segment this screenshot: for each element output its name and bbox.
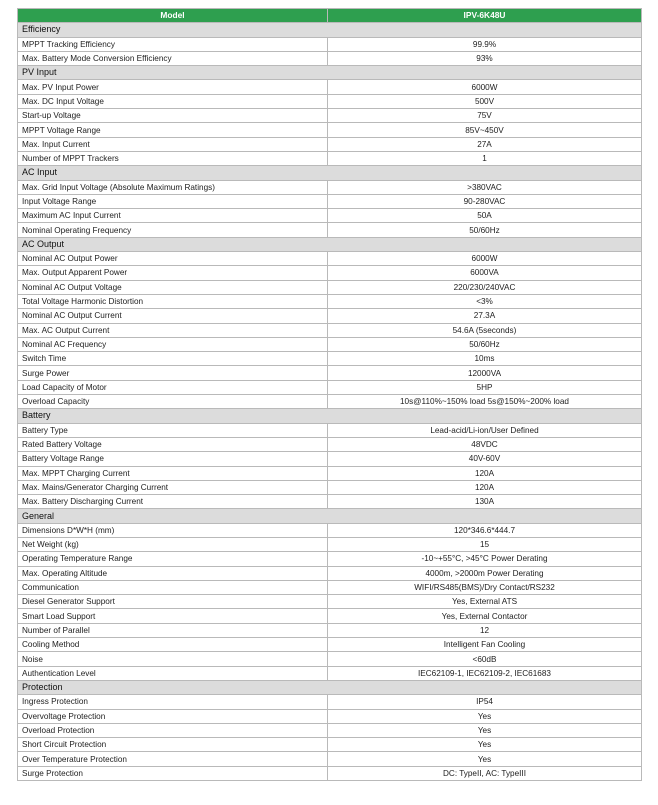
spec-label: Maximum AC Input Current: [18, 209, 328, 223]
table-row: [18, 638, 642, 652]
spec-value: DC: TypeII, AC: TypeIII: [328, 766, 642, 780]
spec-value: 10s@110%~150% load 5s@150%~200% load: [328, 395, 642, 409]
table-row: [18, 94, 642, 108]
table-row: [18, 80, 642, 94]
spec-value: 27A: [328, 137, 642, 151]
spec-label: Battery Voltage Range: [18, 452, 328, 466]
table-row: [18, 452, 642, 466]
table-row: [18, 695, 642, 709]
spec-label: Max. AC Output Current: [18, 323, 328, 337]
spec-value: Yes: [328, 709, 642, 723]
table-row: [18, 666, 642, 680]
spec-value: 5HP: [328, 380, 642, 394]
spec-value: 6000VA: [328, 266, 642, 280]
header-row: [18, 9, 642, 23]
spec-value: 50/60Hz: [328, 337, 642, 351]
spec-value: <3%: [328, 294, 642, 308]
table-row: [18, 337, 642, 351]
spec-label: Max. MPPT Charging Current: [18, 466, 328, 480]
spec-label: MPPT Tracking Efficiency: [18, 37, 328, 51]
spec-value: 6000W: [328, 252, 642, 266]
spec-label: Net Weight (kg): [18, 537, 328, 551]
spec-value: 48VDC: [328, 437, 642, 451]
section-title: Protection: [18, 680, 642, 694]
spec-label: Max. DC Input Voltage: [18, 94, 328, 108]
spec-value: -10~+55°C, >45°C Power Derating: [328, 552, 642, 566]
section-header: [18, 509, 642, 523]
table-row: [18, 423, 642, 437]
section-title: General: [18, 509, 642, 523]
table-row: [18, 738, 642, 752]
section-title: Battery: [18, 409, 642, 423]
spec-label: Nominal AC Output Power: [18, 252, 328, 266]
section-header: [18, 66, 642, 80]
table-row: [18, 266, 642, 280]
spec-value: Yes: [328, 723, 642, 737]
spec-label: Overload Protection: [18, 723, 328, 737]
table-row: [18, 294, 642, 308]
table-row: [18, 766, 642, 780]
spec-value: 120*346.6*444.7: [328, 523, 642, 537]
section-header: [18, 237, 642, 251]
table-row: [18, 395, 642, 409]
spec-label: Max. Grid Input Voltage (Absolute Maximum Ratings): [18, 180, 328, 194]
spec-value: 50/60Hz: [328, 223, 642, 237]
table-row: [18, 252, 642, 266]
spec-value: 500V: [328, 94, 642, 108]
spec-value: 4000m, >2000m Power Derating: [328, 566, 642, 580]
spec-label: Start-up Voltage: [18, 109, 328, 123]
table-row: [18, 223, 642, 237]
header-model-value: IPV-6K48U: [328, 9, 642, 23]
table-row: [18, 209, 642, 223]
spec-value: Yes: [328, 752, 642, 766]
spec-label: Nominal AC Frequency: [18, 337, 328, 351]
spec-label: Ingress Protection: [18, 695, 328, 709]
table-row: [18, 352, 642, 366]
table-row: [18, 280, 642, 294]
spec-value: 120A: [328, 466, 642, 480]
spec-label: Communication: [18, 580, 328, 594]
spec-value: 120A: [328, 480, 642, 494]
section-header: [18, 409, 642, 423]
table-row: [18, 437, 642, 451]
spec-label: Surge Protection: [18, 766, 328, 780]
spec-label: Diesel Generator Support: [18, 595, 328, 609]
table-row: [18, 495, 642, 509]
spec-value: Intelligent Fan Cooling: [328, 638, 642, 652]
spec-value: 12: [328, 623, 642, 637]
spec-value: 75V: [328, 109, 642, 123]
table-row: [18, 180, 642, 194]
spec-value: 12000VA: [328, 366, 642, 380]
spec-value: 27.3A: [328, 309, 642, 323]
spec-value: Yes: [328, 738, 642, 752]
spec-value: Yes, External Contactor: [328, 609, 642, 623]
spec-value: 15: [328, 537, 642, 551]
spec-label: Overload Capacity: [18, 395, 328, 409]
table-row: [18, 523, 642, 537]
section-title: AC Output: [18, 237, 642, 251]
spec-label: Load Capacity of Motor: [18, 380, 328, 394]
spec-value: 54.6A (5seconds): [328, 323, 642, 337]
spec-label: Dimensions D*W*H (mm): [18, 523, 328, 537]
spec-label: Number of Parallel: [18, 623, 328, 637]
table-row: [18, 723, 642, 737]
spec-label: Over Temperature Protection: [18, 752, 328, 766]
spec-label: Overvoltage Protection: [18, 709, 328, 723]
spec-label: Number of MPPT Trackers: [18, 151, 328, 165]
table-row: [18, 194, 642, 208]
table-row: [18, 609, 642, 623]
spec-value: <60dB: [328, 652, 642, 666]
spec-body: [18, 23, 642, 781]
spec-label: Noise: [18, 652, 328, 666]
table-row: [18, 323, 642, 337]
spec-value: 99.9%: [328, 37, 642, 51]
spec-sheet: [17, 8, 641, 781]
table-row: [18, 466, 642, 480]
table-row: [18, 380, 642, 394]
spec-label: Nominal AC Output Current: [18, 309, 328, 323]
spec-label: Nominal Operating Frequency: [18, 223, 328, 237]
table-row: [18, 595, 642, 609]
table-row: [18, 709, 642, 723]
spec-label: Authentication Level: [18, 666, 328, 680]
spec-label: Switch Time: [18, 352, 328, 366]
table-row: [18, 309, 642, 323]
table-row: [18, 137, 642, 151]
spec-table: [17, 8, 642, 781]
spec-value: 1: [328, 151, 642, 165]
table-row: [18, 123, 642, 137]
section-title: Efficiency: [18, 23, 642, 37]
section-header: [18, 166, 642, 180]
spec-label: Battery Type: [18, 423, 328, 437]
spec-label: Total Voltage Harmonic Distortion: [18, 294, 328, 308]
spec-value: 85V~450V: [328, 123, 642, 137]
spec-label: Surge Power: [18, 366, 328, 380]
spec-value: 10ms: [328, 352, 642, 366]
section-header: [18, 23, 642, 37]
spec-value: Yes, External ATS: [328, 595, 642, 609]
table-row: [18, 151, 642, 165]
spec-label: Max. Operating Altitude: [18, 566, 328, 580]
table-row: [18, 51, 642, 65]
spec-label: Max. PV Input Power: [18, 80, 328, 94]
spec-label: Nominal AC Output Voltage: [18, 280, 328, 294]
spec-label: Max. Battery Mode Conversion Efficiency: [18, 51, 328, 65]
table-row: [18, 652, 642, 666]
table-row: [18, 552, 642, 566]
table-row: [18, 566, 642, 580]
spec-value: IP54: [328, 695, 642, 709]
table-row: [18, 480, 642, 494]
spec-label: Cooling Method: [18, 638, 328, 652]
section-header: [18, 680, 642, 694]
spec-label: Input Voltage Range: [18, 194, 328, 208]
table-row: [18, 37, 642, 51]
spec-label: Operating Temperature Range: [18, 552, 328, 566]
spec-value: 90-280VAC: [328, 194, 642, 208]
spec-value: Lead-acid/Li-ion/User Defined: [328, 423, 642, 437]
section-title: AC Input: [18, 166, 642, 180]
table-row: [18, 580, 642, 594]
spec-label: Max. Output Apparent Power: [18, 266, 328, 280]
spec-label: Rated Battery Voltage: [18, 437, 328, 451]
spec-value: 93%: [328, 51, 642, 65]
section-title: PV Input: [18, 66, 642, 80]
spec-value: 220/230/240VAC: [328, 280, 642, 294]
spec-value: IEC62109-1, IEC62109-2, IEC61683: [328, 666, 642, 680]
spec-label: Max. Battery Discharging Current: [18, 495, 328, 509]
spec-label: Smart Load Support: [18, 609, 328, 623]
table-row: [18, 752, 642, 766]
table-row: [18, 109, 642, 123]
table-row: [18, 366, 642, 380]
spec-label: Short Circuit Protection: [18, 738, 328, 752]
spec-value: 50A: [328, 209, 642, 223]
spec-label: MPPT Voltage Range: [18, 123, 328, 137]
spec-value: 40V-60V: [328, 452, 642, 466]
table-row: [18, 623, 642, 637]
spec-label: Max. Mains/Generator Charging Current: [18, 480, 328, 494]
spec-label: Max. Input Current: [18, 137, 328, 151]
spec-value: 6000W: [328, 80, 642, 94]
table-row: [18, 537, 642, 551]
spec-value: >380VAC: [328, 180, 642, 194]
spec-value: WIFI/RS485(BMS)/Dry Contact/RS232: [328, 580, 642, 594]
spec-value: 130A: [328, 495, 642, 509]
header-model-label: Model: [18, 9, 328, 23]
